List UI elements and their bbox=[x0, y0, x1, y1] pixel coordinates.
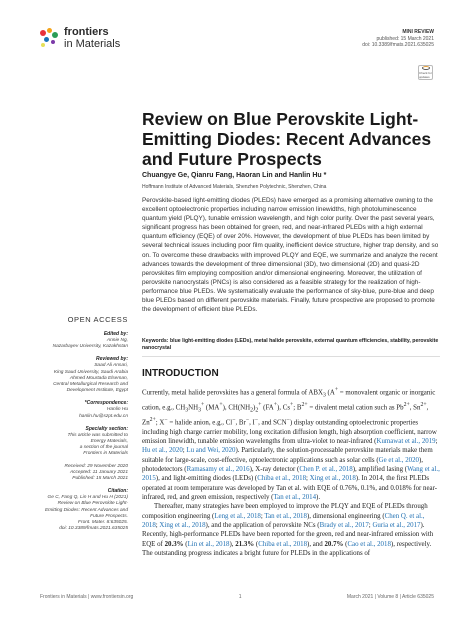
reference-link[interactable]: Guria et al., 2017 bbox=[372, 522, 421, 530]
reference-link[interactable]: Chiba et al., 2018 bbox=[258, 540, 308, 548]
logo-brand: frontiers bbox=[64, 26, 109, 38]
reviewer-line[interactable]: Saad Ali Ansari, bbox=[94, 363, 128, 369]
specialty-heading: Specialty section: bbox=[85, 425, 128, 432]
reviewed-by-heading: Reviewed by: bbox=[96, 356, 128, 363]
reference-link[interactable]: Chen Q. et al., 2018 bbox=[142, 512, 425, 530]
paragraph: Currently, metal halide perovskites has a general formula of $ABX_3$ (A+ = monovalent organic or inorganic cation, e.g., $CH_3NH_3^+$ (MA+), $CH(NH_2)_2^+$ (FA+), Cs+; $B^{2+}$ = divalent metal cation such as $Pb^{2+}$, $Sn^{2+}$, $Zn^{2+}$; X− = halide anion, e.g., Cl−, Br−, I−, and SCN−) display outstanding optoelectronic properties including high charge carrier mobility, long excitation diffusion length, high absorption coefficient, narrow emission linewidth, tunable emission wavelengths from ultra-violet to near-infrared (Kumawat et al., 2019; Hu et al., 2020; Lu and Wei, 2020). Particularly, the solution-processable perovskite materials make them suitable for large-scale, cost-effective, optoelectronic applications such as solar cells (Ge et al., 2020), photodetectors (Ramasamy et al., 2016), X-ray detector (Chen P. et al., 2018), amplified lasing (Wang et al., 2015), and light-emitting diodes (LEDs) (Chiba et al., 2018; Xing et al., 2018). In 2014, the first PLEDs operated at room temperature was developed by Tan et al. with EQE of 0.76%, 0.1%, and 0.018% for near-infrared, red, and green emission, respectively (Tan et al., 2014). bbox=[142, 387, 440, 502]
reference-link[interactable]: Tan et al., 2014 bbox=[273, 494, 317, 502]
dates-block bbox=[40, 464, 128, 483]
paragraph: Thereafter, many strategies have been employed to improve the PLQY and EQE of PLEDs through composition engineering (Leng et al., 2018; Tan et al., 2018), dimensional engineering (Chen Q. et al., 2018; Xing et al., 2018), and the application of perovskite NCs (Brady et al., 2017; Guria et al., 2017). Recently, high-performance PLEDs have been reported for the green, red and near-infrared emission with EQE of 20.3% (Lin et al., 2018), 21.3% (Chiba et al., 2018), and 20.7% (Cao et al., 2018), respectively. The outstanding progress indicates a bright future for PLEDs in the applications of bbox=[142, 503, 434, 558]
reference-link[interactable]: Hu et al., 2020 bbox=[142, 447, 183, 455]
article-meta bbox=[362, 29, 434, 49]
accepted-date: Accepted: 11 January 2021 bbox=[69, 469, 128, 475]
received-date: Received: 29 November 2020 bbox=[64, 463, 128, 469]
reference-link[interactable]: Leng et al., 2018 bbox=[214, 512, 261, 520]
correspondence-heading: *Correspondence: bbox=[84, 400, 128, 407]
reference-link[interactable]: Ramasamy et al., 2016 bbox=[186, 466, 250, 474]
keywords: Keywords: blue light-emitting diodes (LEDs), metal halide perovskite, external quantum efficiencies, stability, perovskite nanocrystal bbox=[142, 338, 439, 351]
reference-link[interactable]: Xing et al., 2018 bbox=[159, 522, 206, 530]
check-for-updates-button[interactable] bbox=[418, 65, 433, 80]
author-list[interactable]: Chuangye Ge, Qianru Fang, Haoran Lin and Hanlin Hu * bbox=[142, 172, 327, 179]
reference-link[interactable]: Ge et al., 2020 bbox=[378, 456, 419, 464]
reviewer-line: Central Metallurgical Research and bbox=[53, 382, 128, 388]
published-date: published: 15 March 2021 bbox=[376, 35, 434, 42]
citation-line: Ge C, Fang Q, Lin H and Hu H (2021) bbox=[47, 495, 128, 501]
correspondence-block bbox=[40, 400, 128, 419]
citation-block bbox=[40, 488, 128, 532]
specialty-line: Frontiers in Materials bbox=[83, 451, 128, 457]
correspondence-email[interactable]: hanlin.hu@szpt.edu.cn bbox=[79, 413, 128, 419]
page-number: 1 bbox=[238, 594, 242, 600]
specialty-line: a section of the journal bbox=[79, 445, 128, 451]
reference-link[interactable]: Chen P. et al., 2018 bbox=[299, 466, 353, 474]
reference-link[interactable]: Lu and Wei, 2020 bbox=[186, 447, 236, 455]
specialty-block bbox=[40, 426, 128, 458]
edited-by-heading: Edited by: bbox=[103, 331, 128, 337]
journal-logo[interactable] bbox=[40, 26, 120, 50]
footer-volume: March 2021 | Volume 8 | Article 635025 bbox=[346, 594, 434, 600]
page-title: Review on Blue Perovskite Light-Emitting Diodes: Recent Advances and Future Prospects bbox=[142, 109, 432, 169]
reviewed-by-block bbox=[40, 356, 128, 394]
correspondence-name: Hanlin Hu bbox=[106, 407, 128, 413]
citation-line: Future Prospects. bbox=[90, 513, 128, 519]
reviewer-line: Development Institute, Egypt bbox=[66, 388, 128, 394]
doi-link[interactable]: doi: 10.3389/fmats.2021.635025 bbox=[362, 42, 434, 48]
introduction-body bbox=[142, 386, 440, 558]
abstract: Perovskite-based light-emitting diodes (PLEDs) have emerged as a promising alternative owning to the excellent optoelectronic properties including narrow emission linewidths, high photoluminescence quantum yield (PLQY), tunable emission wavelength, and high color purity. Over the past several years, significant progress has been obtained for green, red, and near-infrared PLEDs with a high external quantum efficiency (EQE) of over 20%. However, the development of blue PLEDs has been limited by several technical issues including poor film quality, inefficient device structure, higher trap density, and so on. To overcome these drawbacks with improved PLQY and EQE, we summarize and analyze the recent advances towards the development of three dimensional (3D), two dimensional (2D) and quasi-2D perovskites film employing composition and/or dimensional engineering. Moreover, the utilization of perovskite nanocrystals (PNCs) is also considered as a feasible strategy for the realization of high-performance blue PLEDs. We systematically evaluate the performance of sky-blue, pure-blue and deep blue PLEDs based on different perovskite materials. Finally, future prospective are proposed to promote the development of efficient blue PLEDs. bbox=[142, 197, 439, 314]
reference-link[interactable]: Wang et al., 2015 bbox=[142, 466, 440, 483]
reference-link[interactable]: Kumawat et al., 2019 bbox=[376, 438, 436, 446]
update-icon bbox=[422, 66, 430, 70]
citation-line: Front. Mater. 8:635025. bbox=[78, 520, 128, 526]
reviewer-line: King Saud University, Saudi Arabia bbox=[53, 369, 128, 375]
citation-heading: Citation: bbox=[107, 488, 128, 495]
article-info-sidebar bbox=[40, 315, 128, 538]
published-date-sidebar: Published: 15 March 2021 bbox=[72, 476, 128, 482]
footer-journal[interactable]: Frontiers in Materials | www.frontiersin.org bbox=[40, 594, 134, 600]
reference-link[interactable]: Chiba et al., 2018 bbox=[257, 475, 307, 483]
reference-link[interactable]: Xing et al., 2018 bbox=[309, 475, 356, 483]
specialty-line: This article was submitted to bbox=[67, 432, 128, 438]
reference-link[interactable]: Brady et al., 2017 bbox=[319, 522, 369, 530]
citation-doi[interactable]: doi: 10.3389/fmats.2021.635025 bbox=[59, 526, 128, 532]
citation-line: Review on Blue Perovskite Light- bbox=[57, 501, 128, 507]
section-divider bbox=[142, 356, 440, 357]
open-access-label: OPEN ACCESS bbox=[67, 315, 128, 324]
editor-line[interactable]: Annie Ng, bbox=[106, 338, 128, 343]
reviewer-line[interactable]: Ahmed Mourtada Elseman, bbox=[69, 375, 128, 381]
page-footer bbox=[40, 594, 434, 600]
edited-by-block bbox=[40, 331, 128, 350]
affiliation: Hoffmann Institute of Advanced Materials, Shenzhen Polytechnic, Shenzhen, China bbox=[142, 184, 327, 190]
citation-line: Emitting Diodes: Recent Advances and bbox=[44, 507, 128, 513]
logo-journal: in Materials bbox=[64, 38, 121, 50]
section-heading-introduction: INTRODUCTION bbox=[142, 368, 219, 379]
update-label: Check for updates bbox=[419, 71, 432, 79]
reference-link[interactable]: Lin et al., 2018 bbox=[187, 540, 230, 548]
reference-link[interactable]: Cao et al., 2018 bbox=[347, 540, 391, 548]
frontiers-logo-icon bbox=[40, 28, 60, 48]
article-type: MINI REVIEW bbox=[402, 29, 434, 35]
editor-line: Nazarbayev University, Kazakhstan bbox=[52, 344, 128, 350]
specialty-line: Energy Materials, bbox=[90, 439, 128, 445]
reference-link[interactable]: Tan et al., 2018 bbox=[264, 512, 307, 520]
